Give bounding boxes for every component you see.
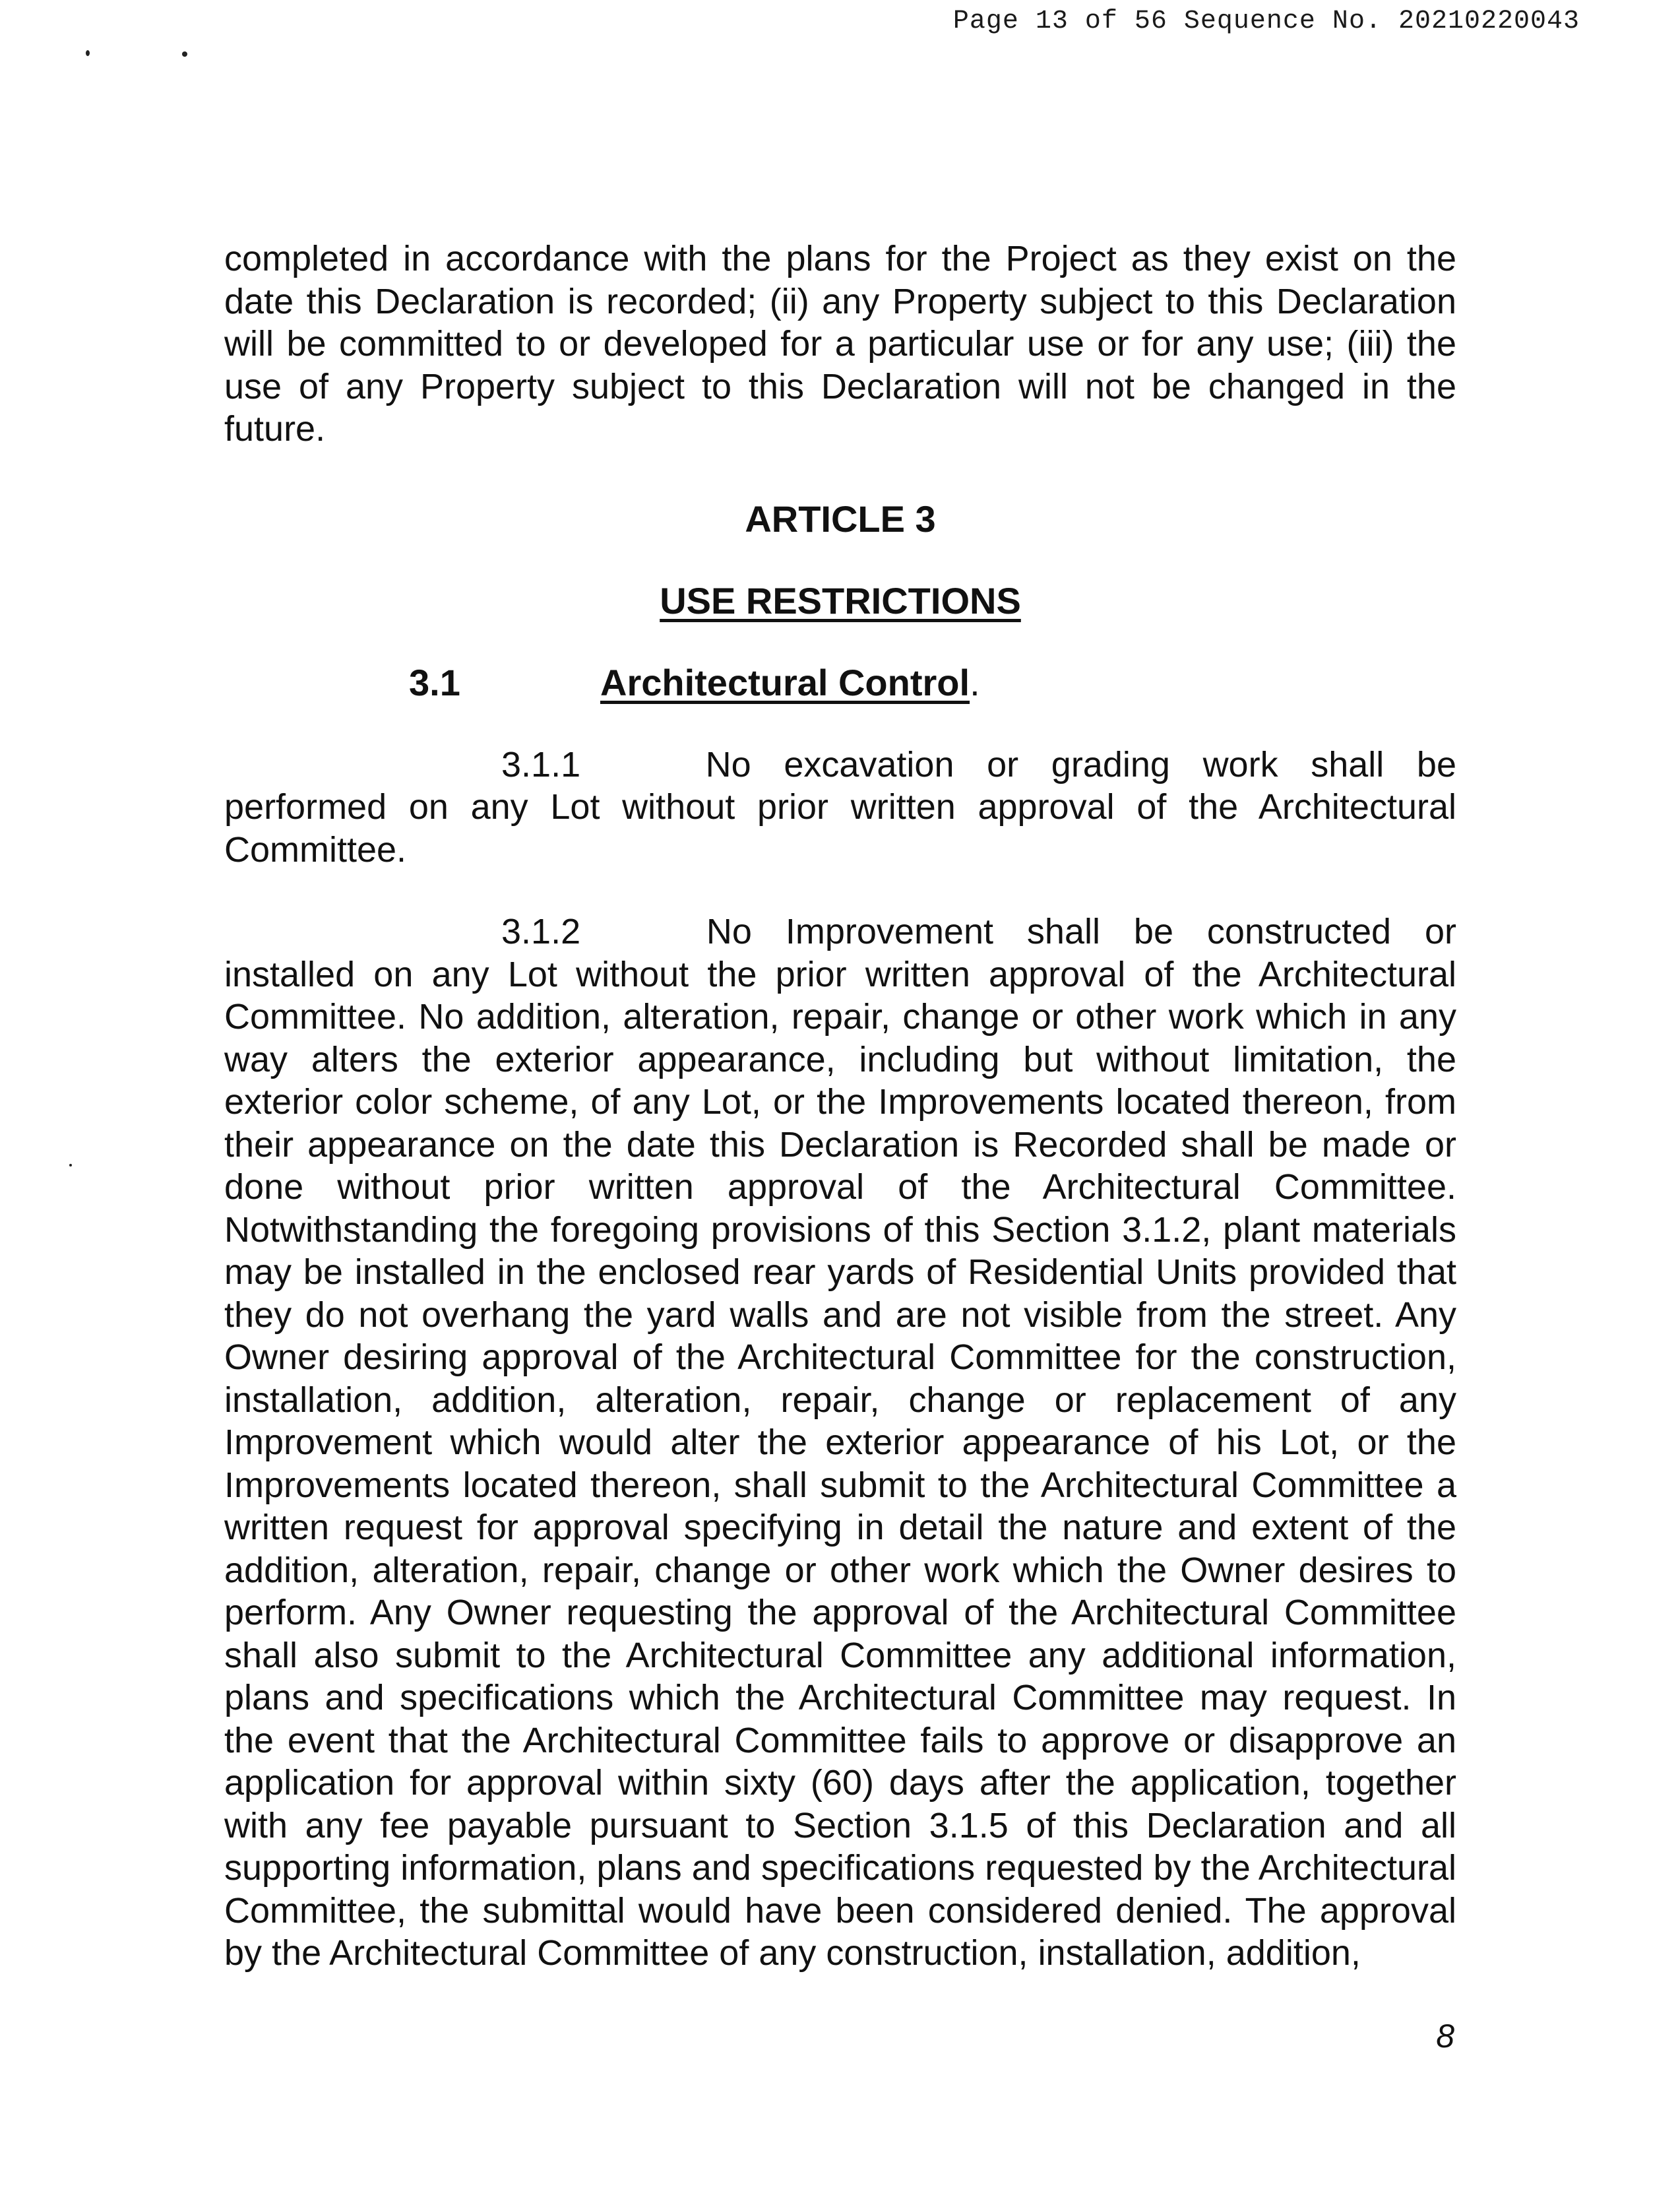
lead-word: Improvement: [785, 912, 993, 951]
article-title: USE RESTRICTIONS: [660, 579, 1021, 622]
lead-word: excavation: [784, 744, 954, 784]
lead-word: shall: [1026, 912, 1100, 951]
section-title: Architectural Control: [600, 661, 970, 703]
lead-word: No: [706, 912, 752, 951]
subsection-text: installed on any Lot without the prior written approval of the Architectural Committee. No addition, alteration, repair, change or other work which in any way alters the exterior appearance, including but without limitation, the exterior color scheme, of any Lot, or the Improvements located thereon, from their appearance on the date this Declaration is Recorded shall be made or done without prior written approval of the Architectural Committee. Notwithstanding the foregoing provisions of this Section 3.1.2, plant materials may be installed in the enclosed rear yards of Residential Units provided that they do not overhang the yard walls and are not visible from the street. Any Owner desiring approval of the Architectural Committee for the construction, installation, addition, alteration, repair, change or replacement of any Improvement which would alter the exterior appearance of his Lot, or the Improvements located thereon, shall submit to the Architectural Committee a written request for approval specifying in detail the nature and extent of the addition, alteration, repair, change or other work which the Owner desires to perform. Any Owner requesting the approval of the Architectural Committee shall also submit to the Architectural Committee any additional information, plans and specifications which the Architectural Committee may request. In the event that the Architectural Committee fails to approve or disapprove an application for approval within sixty (60) days after the application, together with any fee payable pursuant to Section 3.1.5 of this Declaration and all supporting information, plans and specifications requested by the Architectural Committee, the submittal would have been considered denied. The approval by the Architectural Committee of any construction, installation, addition,: [224, 954, 1456, 1973]
scan-speck: [86, 50, 90, 56]
lead-word: or: [1424, 912, 1456, 951]
lead-word: or: [987, 744, 1019, 784]
scan-speck: [182, 51, 187, 57]
section-title-wrap: [600, 662, 980, 704]
scan-speck: [69, 1164, 72, 1166]
section-heading: [224, 662, 1456, 704]
document-body: [224, 238, 1456, 1975]
subsection-3-1-2: [224, 911, 1456, 1975]
section-number: 3.1: [409, 661, 460, 703]
lead-word: work: [1202, 744, 1278, 784]
subsection-lead-line: [224, 911, 1456, 953]
lead-word: No: [705, 744, 751, 784]
section-title-period: .: [970, 661, 980, 703]
page-sequence-stamp: Page 13 of 56 Sequence No. 20210220043: [952, 7, 1580, 36]
lead-word: grading: [1051, 744, 1170, 784]
subsection-number: 3.1.2: [501, 912, 581, 951]
lead-word: constructed: [1206, 912, 1392, 951]
intro-paragraph: completed in accordance with the plans for the Project as they exist on the date this Declaration is recorded; (ii) any Property subject to this Declaration will be committed to or developed for a particular use or for any use; (iii) the use of any Property subject to this Declaration will not be changed in the future.: [224, 239, 1456, 449]
subsection-3-1-1: [224, 744, 1456, 872]
subsection-number: 3.1.1: [501, 744, 581, 784]
lead-word: be: [1416, 744, 1456, 784]
subsection-lead-line: [224, 744, 1456, 786]
lead-word: be: [1133, 912, 1173, 951]
article-number: ARTICLE 3: [745, 497, 936, 540]
page-number: 8: [1436, 2018, 1454, 2055]
lead-word: shall: [1311, 744, 1384, 784]
subsection-text: performed on any Lot without prior written approval of the Architectural Committee.: [224, 787, 1456, 870]
